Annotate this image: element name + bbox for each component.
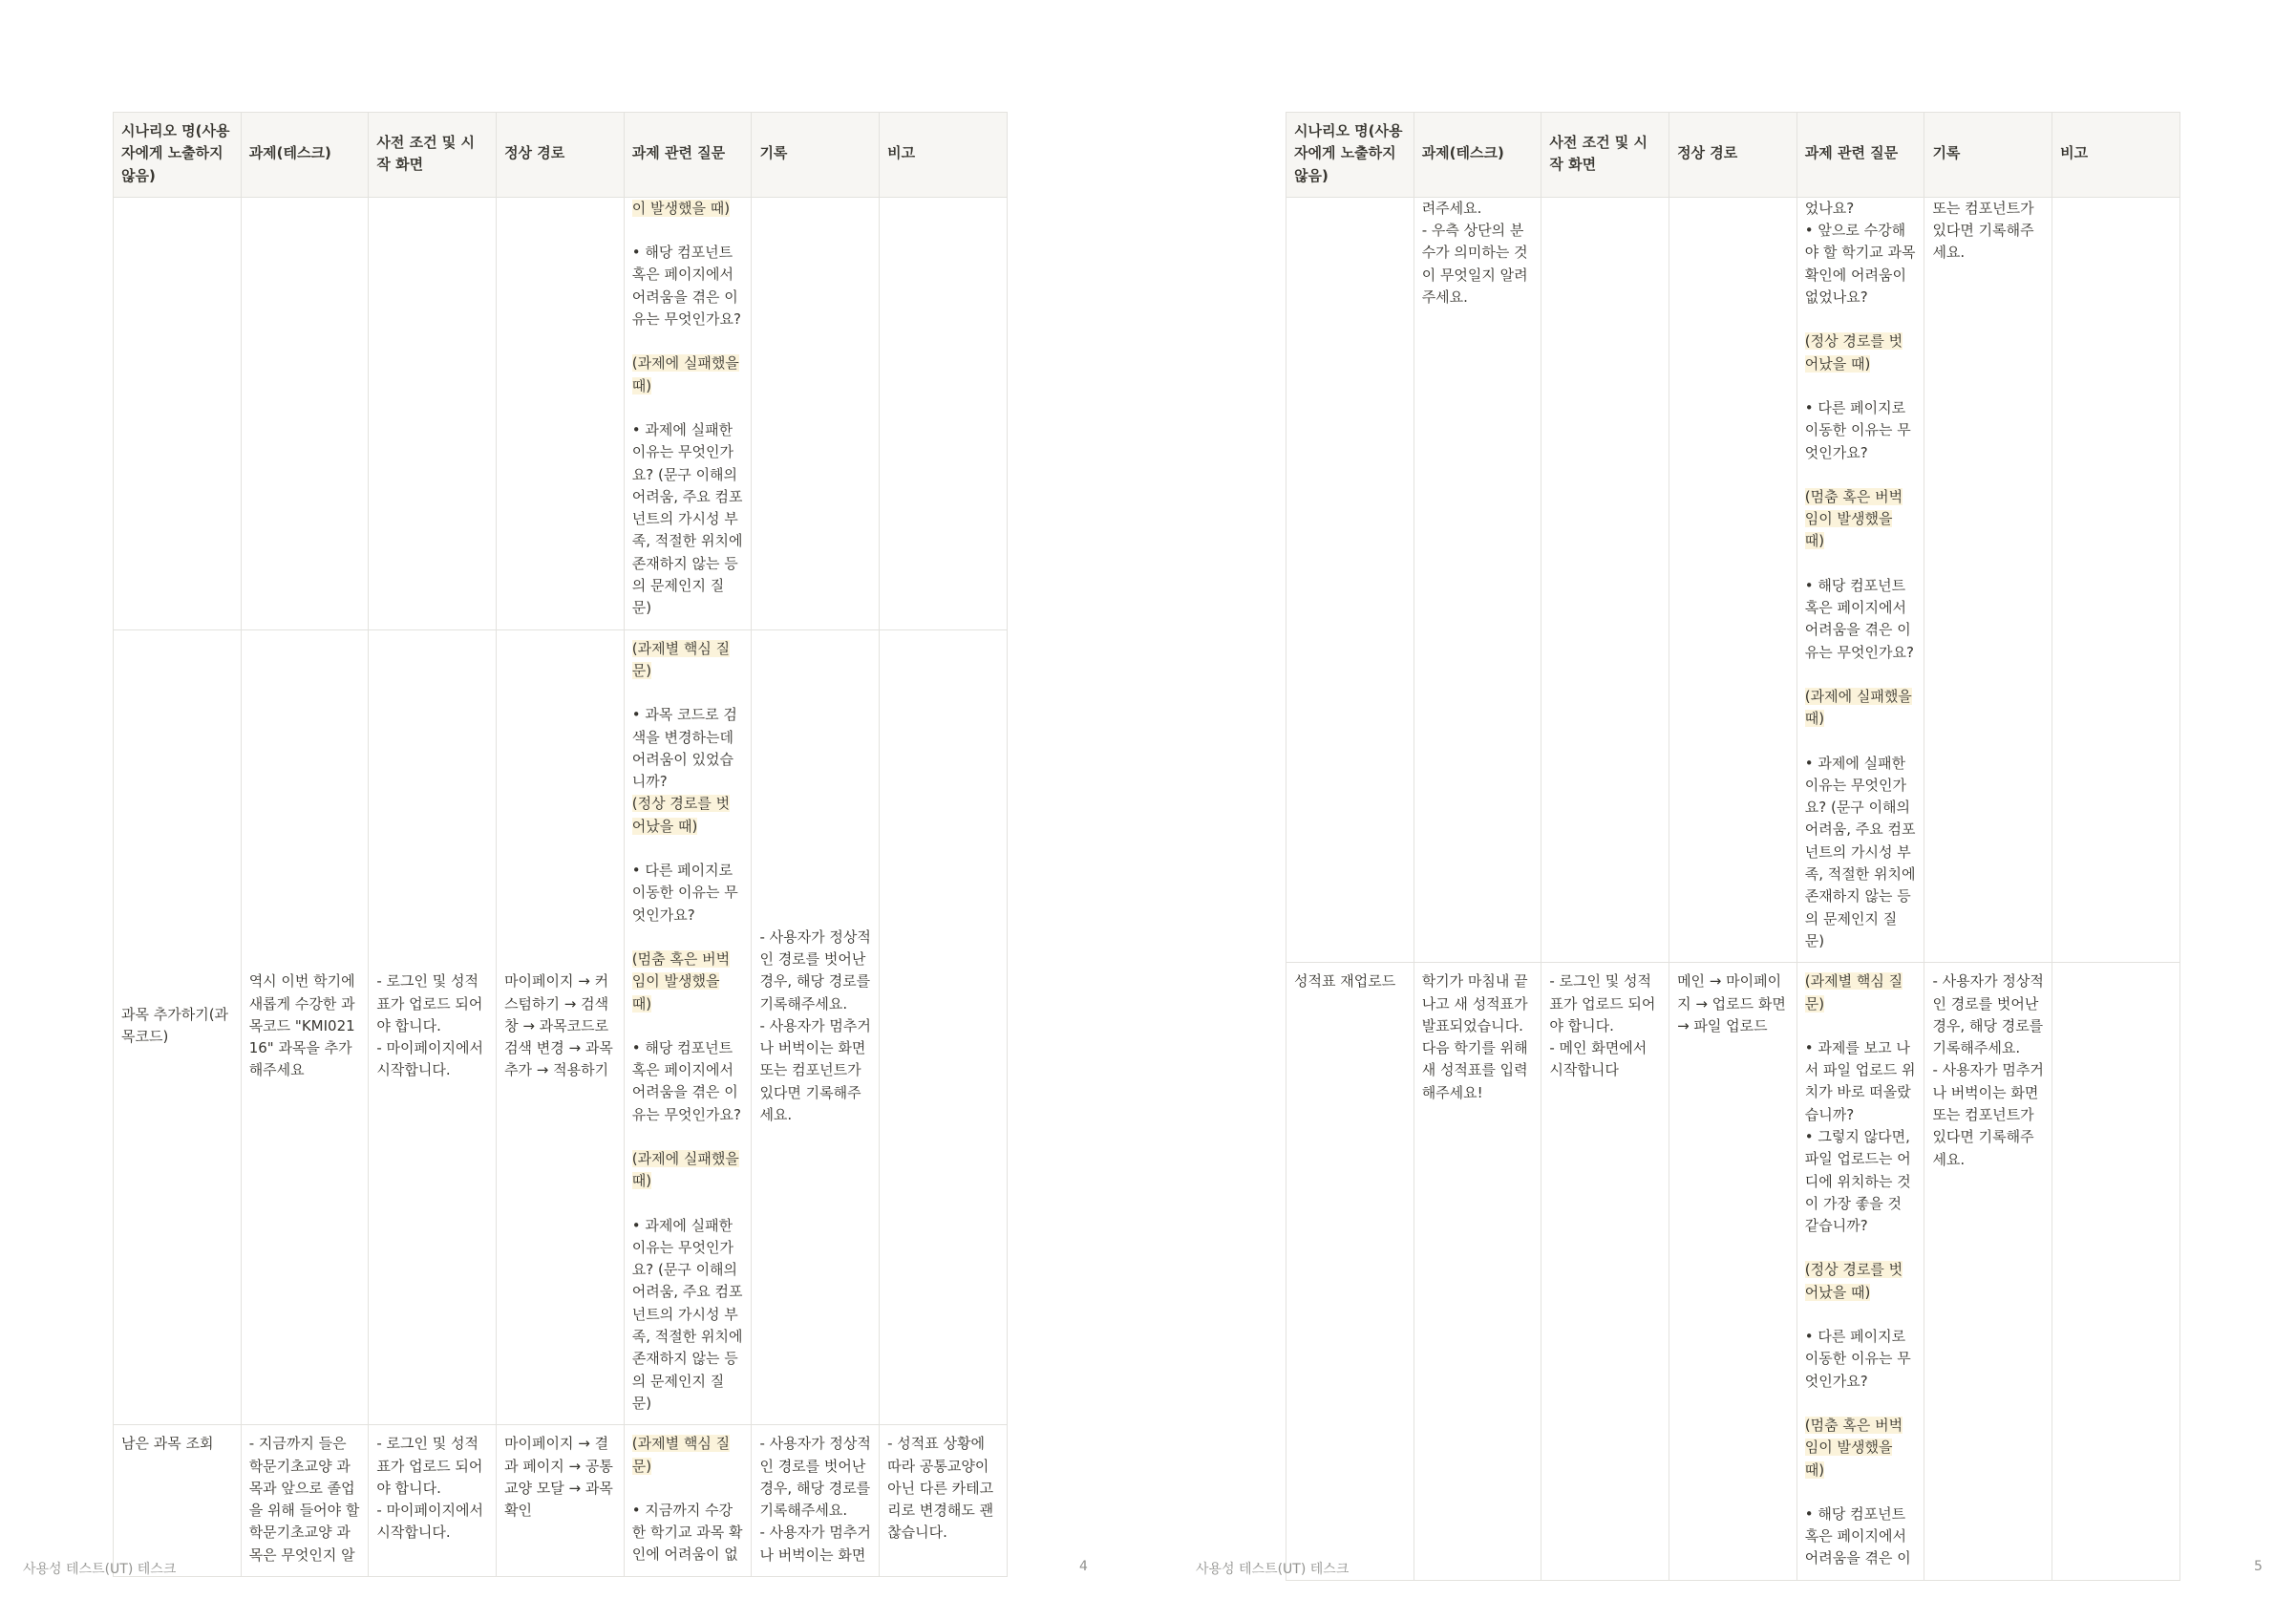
table-row bbox=[114, 1425, 1008, 1577]
ut-task-table bbox=[1286, 112, 2180, 1581]
footer-page-number: 5 bbox=[2254, 1559, 2263, 1574]
paragraph-spacer bbox=[632, 682, 744, 704]
highlighted-text: (멈춤 혹은 버벅임이 발생했을 때) bbox=[1804, 487, 1903, 550]
paragraph-spacer bbox=[1805, 553, 1917, 575]
question-condition-label bbox=[1805, 970, 1917, 1015]
paragraph-spacer bbox=[1805, 309, 1917, 330]
scenario-cell bbox=[114, 197, 242, 629]
header-note: 비고 bbox=[880, 113, 1008, 198]
footer-document-title: 사용성 테스트(UT) 테스크 bbox=[1196, 1562, 1350, 1577]
questions-cell bbox=[1796, 963, 1924, 1581]
normal-path-cell: 마이페이지 → 커스텀하기 → 검색창 → 과목코드로 검색 변경 → 과목 추가 → 적용하기 bbox=[497, 629, 625, 1425]
footer-page-number: 4 bbox=[1079, 1559, 1088, 1574]
record-cell bbox=[752, 197, 880, 629]
paragraph-spacer bbox=[632, 1478, 744, 1500]
paragraph-spacer bbox=[1805, 1237, 1917, 1259]
table-row bbox=[1286, 963, 2180, 1581]
question-text: • 과제에 실패한 이유는 무엇인가요? (문구 이해의 어려움, 주요 컴포넌트의 가시성 부족, 적절한 위치에 존재하지 않는 등의 문제인지 질문) bbox=[631, 420, 743, 617]
questions-cell bbox=[624, 629, 752, 1425]
header-normal-path: 정상 경로 bbox=[497, 113, 625, 198]
ut-task-table bbox=[113, 112, 1008, 1577]
precondition-cell bbox=[1541, 197, 1669, 962]
question-condition-label bbox=[632, 793, 744, 838]
ut-task-table-clip bbox=[1286, 112, 2181, 1567]
question-text: • 다른 페이지로 이동한 이유는 무엇인가요? bbox=[631, 862, 738, 924]
header-task: 과제(테스크) bbox=[241, 113, 369, 198]
question-condition-label bbox=[1805, 1259, 1917, 1304]
question-condition-label bbox=[632, 1148, 744, 1193]
questions-cell bbox=[624, 1425, 752, 1577]
record-cell: - 사용자가 정상적인 경로를 벗어난 경우, 해당 경로를 기록해주세요. - 사용자가 멈추거나 버벅이는 화면 또는 컴포넌트가 있다면 기록해주세요. bbox=[1924, 963, 2052, 1581]
question-text: • 다른 페이지로 이동한 이유는 무엇인가요? bbox=[1804, 1328, 1911, 1390]
highlighted-text: (과제에 실패했을 때) bbox=[631, 354, 739, 394]
highlighted-text: (과제별 핵심 질문) bbox=[631, 639, 731, 679]
table-header-row bbox=[1286, 113, 2180, 198]
task-cell: 려주세요. - 우측 상단의 분수가 의미하는 것이 무엇일지 알려주세요. bbox=[1414, 197, 1541, 962]
normal-path-cell: 메인 → 마이페이지 → 업로드 화면 → 파일 업로드 bbox=[1669, 963, 1797, 1581]
header-scenario: 시나리오 명(사용자에게 노출하지 않음) bbox=[114, 113, 242, 198]
question-condition-label bbox=[632, 352, 744, 397]
question-text: • 해당 컴포넌트 혹은 페이지에서 어려움을 겪은 이유는 무엇인가요? bbox=[631, 1038, 741, 1123]
precondition-cell bbox=[369, 197, 497, 629]
question-condition-label bbox=[632, 949, 744, 1015]
paragraph-spacer bbox=[1805, 664, 1917, 686]
normal-path-cell bbox=[497, 197, 625, 629]
scenario-cell: 남은 과목 조회 bbox=[114, 1425, 242, 1577]
header-record: 기록 bbox=[1924, 113, 2052, 198]
question-text: • 과제에 실패한 이유는 무엇인가요? (문구 이해의 어려움, 주요 컴포넌트의 가시성 부족, 적절한 위치에 존재하지 않는 등의 문제인지 질문) bbox=[1804, 754, 1916, 949]
precondition-cell: - 로그인 및 성적표가 업로드 되어야 합니다. - 메인 화면에서 시작합니다 bbox=[1541, 963, 1669, 1581]
header-task-questions: 과제 관련 질문 bbox=[624, 113, 752, 198]
question-text: • 해당 컴포넌트 혹은 페이지에서 어려움을 겪은 이유는 무엇인가요? bbox=[631, 244, 741, 329]
paragraph-spacer bbox=[632, 838, 744, 860]
task-cell: - 지금까지 들은 학문기초교양 과목과 앞으로 졸업을 위해 들어야 할 학문기초교양 과목은 무엇인지 알 bbox=[241, 1425, 369, 1577]
task-cell: 학기가 마침내 끝나고 새 성적표가 발표되었습니다. 다음 학기를 위해 새 성적표를 입력해주세요! bbox=[1414, 963, 1541, 1581]
highlighted-text: (정상 경로를 벗어났을 때) bbox=[631, 795, 731, 835]
highlighted-text: (멈춤 혹은 버벅임이 발생했을 때) bbox=[1804, 1416, 1903, 1479]
question-condition-label bbox=[632, 638, 744, 683]
task-cell bbox=[241, 197, 369, 629]
header-scenario: 시나리오 명(사용자에게 노출하지 않음) bbox=[1286, 113, 1414, 198]
paragraph-spacer bbox=[632, 397, 744, 419]
question-text: • 앞으로 수강해야 할 학기교 과목 확인에 어려움이 없었나요? bbox=[1804, 222, 1916, 307]
paragraph-spacer bbox=[1805, 1304, 1917, 1326]
normal-path-cell bbox=[1669, 197, 1797, 962]
question-condition-label bbox=[1805, 1415, 1917, 1482]
precondition-cell: - 로그인 및 성적표가 업로드 되어야 합니다. - 마이페이지에서 시작합니다. bbox=[369, 1425, 497, 1577]
normal-path-cell: 마이페이지 → 결과 페이지 → 공통교양 모달 → 과목 확인 bbox=[497, 1425, 625, 1577]
note-cell: - 성적표 상황에 따라 공통교양이 아닌 다른 카테고리로 변경해도 괜찮습니다. bbox=[880, 1425, 1008, 1577]
question-text: • 과제를 보고 나서 파일 업로드 위치가 바로 떠올랐습니까? bbox=[1804, 1038, 1916, 1123]
question-condition-label bbox=[1805, 330, 1917, 375]
header-precondition: 사전 조건 및 시작 화면 bbox=[1541, 113, 1669, 198]
note-cell bbox=[2052, 963, 2180, 1581]
questions-cell bbox=[1796, 197, 1924, 962]
scenario-cell: 과목 추가하기(과목코드) bbox=[114, 629, 242, 1425]
question-condition-label bbox=[632, 198, 744, 220]
question-text: • 그렇지 않다면, 파일 업로드는 어디에 위치하는 것이 가장 좋을 것 같습니까? bbox=[1804, 1127, 1911, 1235]
paragraph-spacer bbox=[1805, 1482, 1917, 1503]
header-task: 과제(테스크) bbox=[1414, 113, 1541, 198]
header-task-questions: 과제 관련 질문 bbox=[1796, 113, 1924, 198]
paragraph-spacer bbox=[632, 1015, 744, 1037]
record-cell: 또는 컴포넌트가 있다면 기록해주세요. bbox=[1924, 197, 2052, 962]
highlighted-text: (과제별 핵심 질문) bbox=[1804, 972, 1903, 1013]
record-cell: - 사용자가 정상적인 경로를 벗어난 경우, 해당 경로를 기록해주세요. - 사용자가 멈추거나 버벅이는 화면 또는 컴포넌트가 있다면 기록해주세요. bbox=[752, 629, 880, 1425]
paragraph-spacer bbox=[632, 220, 744, 242]
footer-document-title: 사용성 테스트(UT) 테스크 bbox=[23, 1562, 177, 1577]
scenario-cell: 성적표 재업로드 bbox=[1286, 963, 1414, 1581]
paragraph-spacer bbox=[632, 1193, 744, 1215]
header-note: 비고 bbox=[2052, 113, 2180, 198]
table-row-continued bbox=[114, 197, 1008, 629]
paragraph-spacer bbox=[1805, 1393, 1917, 1415]
note-cell bbox=[880, 629, 1008, 1425]
highlighted-text: (멈춤 혹은 버벅임이 발생했을 때) bbox=[631, 949, 731, 1013]
paragraph-spacer bbox=[632, 330, 744, 352]
question-text: 었나요? bbox=[1804, 199, 1855, 217]
highlighted-text: (정상 경로를 벗어났을 때) bbox=[1804, 1261, 1903, 1301]
table-row-continued bbox=[1286, 197, 2180, 962]
paragraph-spacer bbox=[1805, 731, 1917, 753]
question-text: • 지금까지 수강한 학기교 과목 확인에 어려움이 없 bbox=[631, 1501, 743, 1564]
header-record: 기록 bbox=[752, 113, 880, 198]
paragraph-spacer bbox=[632, 927, 744, 949]
header-precondition: 사전 조건 및 시작 화면 bbox=[369, 113, 497, 198]
highlighted-text: (과제에 실패했을 때) bbox=[631, 1149, 739, 1190]
paragraph-spacer bbox=[1805, 464, 1917, 486]
highlighted-text: (정상 경로를 벗어났을 때) bbox=[1804, 332, 1903, 373]
document-page-5 bbox=[1177, 0, 2296, 1599]
question-text: • 해당 컴포넌트 혹은 페이지에서 어려움을 겪은 이유는 무엇인가요? bbox=[1804, 576, 1914, 661]
note-cell bbox=[2052, 197, 2180, 962]
ut-task-table-clip bbox=[113, 112, 1009, 1564]
question-condition-label bbox=[1805, 486, 1917, 553]
highlighted-text: (과제별 핵심 질문) bbox=[631, 1435, 731, 1475]
paragraph-spacer bbox=[1805, 1015, 1917, 1037]
table-header-row bbox=[114, 113, 1008, 198]
highlighted-text: (과제에 실패했을 때) bbox=[1804, 687, 1912, 728]
record-cell: - 사용자가 정상적인 경로를 벗어난 경우, 해당 경로를 기록해주세요. - 사용자가 멈추거나 버벅이는 화면 bbox=[752, 1425, 880, 1577]
question-text: • 다른 페이지로 이동한 이유는 무엇인가요? bbox=[1804, 398, 1911, 461]
question-condition-label bbox=[1805, 686, 1917, 731]
question-condition-label bbox=[632, 1433, 744, 1478]
questions-cell bbox=[624, 197, 752, 629]
question-text: • 과제에 실패한 이유는 무엇인가요? (문구 이해의 어려움, 주요 컴포넌트의 가시성 부족, 적절한 위치에 존재하지 않는 등의 문제인지 질문) bbox=[631, 1216, 743, 1412]
precondition-cell: - 로그인 및 성적표가 업로드 되어야 합니다. - 마이페이지에서 시작합니다. bbox=[369, 629, 497, 1425]
scenario-cell bbox=[1286, 197, 1414, 962]
paragraph-spacer bbox=[632, 1126, 744, 1148]
highlighted-text: 이 발생했을 때) bbox=[631, 199, 731, 217]
table-row bbox=[114, 629, 1008, 1425]
task-cell: 역시 이번 학기에 새롭게 수강한 과목코드 "KMI02116" 과목을 추가해주세요 bbox=[241, 629, 369, 1425]
header-normal-path: 정상 경로 bbox=[1669, 113, 1797, 198]
note-cell bbox=[880, 197, 1008, 629]
question-text: • 과목 코드로 검색을 변경하는데 어려움이 있었습니까? bbox=[631, 706, 737, 791]
question-text: • 해당 컴포넌트 혹은 페이지에서 어려움을 겪은 이 bbox=[1804, 1504, 1911, 1567]
paragraph-spacer bbox=[1805, 375, 1917, 397]
